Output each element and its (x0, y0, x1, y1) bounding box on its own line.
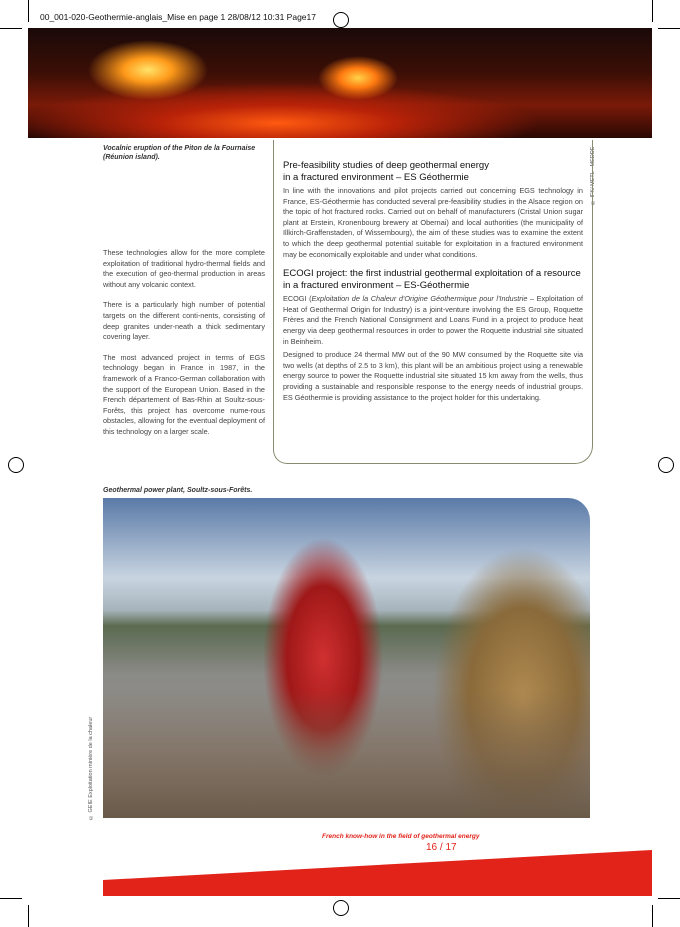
registration-mark-icon (333, 900, 349, 916)
red-accent-band (103, 848, 652, 896)
print-slug-line: 00_001-020-Geothermie-anglais_Mise en page 1 28/08/12 10:31 Page17 (40, 12, 316, 22)
paragraph: In line with the innovations and pilot projects carried out concerning EGS technology in France, ES-Géothermie has conducted several pre-feasibility studies in the Alsace region on the topic of hot fractured rocks. Carried out on behalf of manufacturers (Cristal Union sugar plant at Erstein, Kronenbourg brewery at Obernai) and local authorities (the municipality of Illkirch-Graffenstaden, of Wissembourg), the aim of these studies was to examine the extent to which the deep geothermal potential suitable for exploitation in a fractured environment may be economically exploitable and under what conditions. (283, 186, 583, 259)
volcano-photo-caption: Vocalnic eruption of the Piton de la Fournaise (Réunion island). (103, 145, 256, 161)
section-heading (283, 160, 583, 183)
crop-mark (28, 0, 29, 22)
volcano-photo-credit: © IFK/ METL - MEDDE (590, 146, 596, 205)
paragraph: These technologies allow for the more complete exploitation of traditional hydro-thermal fields and the execution of geo-thermal production in areas without any volcanic context. (103, 248, 265, 289)
text-italic: Exploitation de la Chaleur d'Origine Géothermique pour l'Industrie (311, 294, 528, 304)
page-numbers: 16 / 17 (426, 842, 457, 853)
text: ECOGI ( (283, 294, 312, 304)
paragraph: Designed to produce 24 thermal MW out of the 90 MW consumed by the Roquette site via two wells (at depths of 2.5 to 3 km), this plant will be an ambitious project using a renewable energy source to power the Roquette industrial site situated 15 km away from the wells, thus providing a sustainable and responsible response to the energy needs of industrial groups. ES Géothermie is providing assistance to the project holder for this undertaking. (283, 350, 583, 402)
section-heading: ECOGI project: the first industrial geothermal exploitation of a resource in a fractured environment – ES-Géothermie (283, 268, 581, 291)
left-column (103, 248, 265, 438)
paragraph (283, 294, 583, 347)
geothermal-plant-photo (103, 498, 590, 818)
crop-mark (658, 898, 680, 899)
registration-mark-icon (333, 12, 349, 28)
crop-mark (652, 0, 653, 22)
crop-mark (652, 905, 653, 927)
text: – Exploitation of Heat of Geothermal Origin for Industry) is a joint-venture involving the ES Group, Roquette Frères and the French National Consignment and Loans Fund in a project to produce heat energy via deep geothermal resources in order to power the Roquette industrial site situated in Beinheim. (283, 294, 583, 346)
paragraph: There is a particularly high number of potential targets on the different conti-nents, consisting of deep granites under-neath a thick sedimentary covering layer. (103, 300, 265, 342)
registration-mark-icon (658, 457, 674, 473)
registration-mark-icon (8, 457, 24, 473)
crop-mark (0, 898, 22, 899)
paragraph: The most advanced project in terms of EGS technology began in France in 1987, in the framework of a Franco-German collaboration with the support of the European Union. Based in the French département of Bas-Rhin at Soultz-sous-Forêts, this project has overcome nume-rous obstacles, allowing for the eventual deployment of this technology on a larger scale. (103, 352, 265, 436)
crop-mark (658, 28, 680, 29)
heading-line: Pre-feasibility studies of deep geothermal energy (283, 160, 489, 171)
plant-photo-caption: Geothermal power plant, Soultz-sous-Forêts. (103, 487, 253, 494)
footer-tagline: French know-how in the field of geothermal energy (322, 833, 480, 840)
heading-line: in a fractured environment – ES Géothermie (283, 171, 469, 183)
crop-mark (0, 28, 22, 29)
volcano-photo (28, 28, 652, 138)
plant-photo-credit: © GEIE Exploitation minière de la chaleur (88, 716, 94, 820)
box-content (283, 160, 583, 403)
crop-mark (28, 905, 29, 927)
